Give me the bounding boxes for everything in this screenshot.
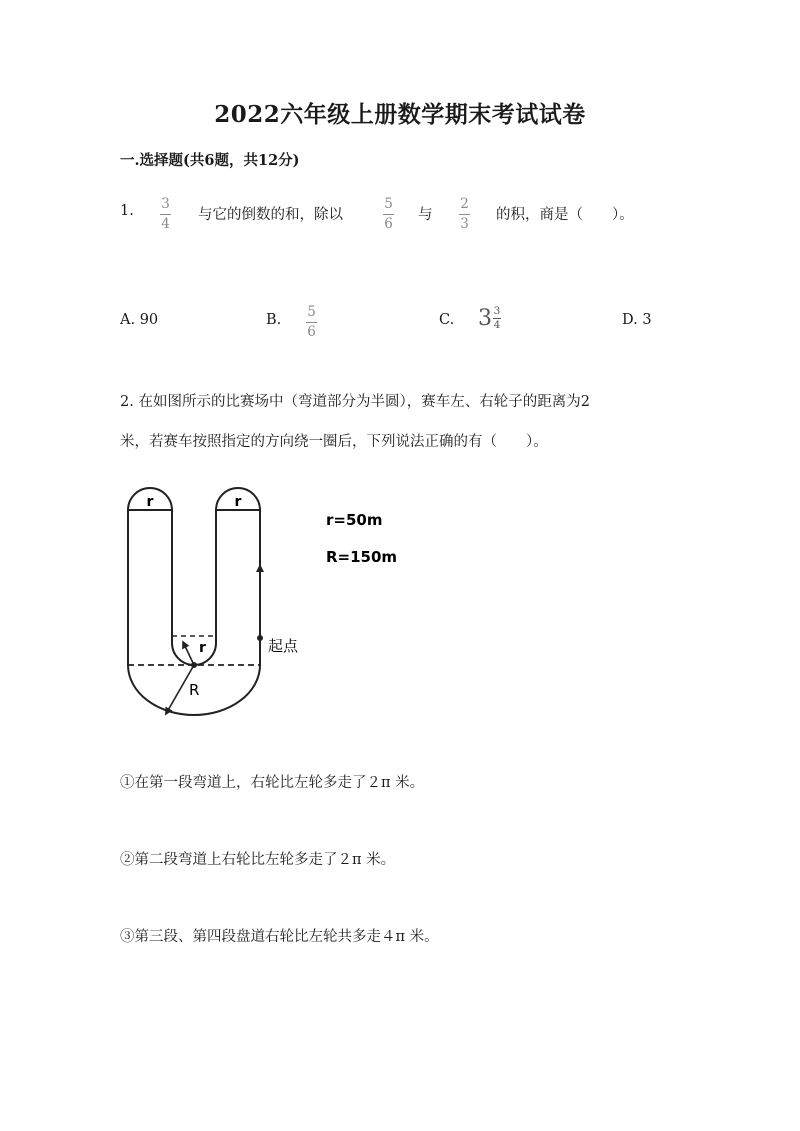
start-label: 起点	[268, 637, 299, 655]
inner-r-label: r	[199, 640, 206, 656]
option-c-num: 3	[493, 305, 501, 317]
option-a: A. 90	[120, 312, 159, 328]
q1-text-b: 与	[418, 207, 433, 223]
q1-fraction-c-den: 3	[460, 216, 469, 232]
q1-fraction-b-den: 6	[384, 216, 393, 232]
q1-fraction-b-num: 5	[384, 196, 393, 212]
option-d: D. 3	[622, 312, 652, 328]
q1-fraction-a-den: 4	[161, 216, 170, 232]
q1-fraction-a-num: 3	[161, 196, 170, 212]
q1-text-a: 与它的倒数的和，除以	[198, 207, 343, 223]
section-header: 一.选择题(共6题，共12分)	[120, 152, 300, 169]
top-right-r-label: r	[234, 494, 242, 510]
option-b-den: 6	[307, 324, 316, 340]
R-value-label: R=150m	[326, 548, 398, 566]
q2-line-2: 米，若赛车按照指定的方向绕一圈后，下列说法正确的有（ ）。	[120, 434, 548, 450]
big-R-label: R	[189, 681, 200, 699]
small-radius-arrow	[184, 644, 194, 665]
q1-fraction-c-num: 2	[460, 196, 469, 212]
option-c-label: C.	[439, 312, 455, 328]
q2-line-1: 2. 在如图所示的比赛场中（弯道部分为半圆），赛车左、右轮子的距离为2	[120, 394, 590, 410]
option-c-whole: 3	[478, 306, 492, 331]
option-c-den: 4	[493, 319, 501, 331]
q1-number: 1.	[120, 203, 134, 219]
page-title: 2022六年级上册数学期末考试试卷	[214, 101, 586, 128]
q1-text-c: 的积，商是（ ）。	[496, 207, 634, 223]
statement-2: ②第二段弯道上右轮比左轮多走了２π 米。	[120, 852, 396, 868]
statement-1: ①在第一段弯道上，右轮比左轮多走了２π 米。	[120, 775, 425, 791]
option-b-label: B.	[266, 312, 282, 328]
top-left-r-label: r	[146, 494, 154, 510]
r-value-label: r=50m	[326, 511, 383, 529]
option-b-num: 5	[307, 304, 316, 320]
statement-3: ③第三段、第四段盘道右轮比左轮共多走４π 米。	[120, 929, 439, 945]
start-point-dot	[257, 635, 263, 641]
